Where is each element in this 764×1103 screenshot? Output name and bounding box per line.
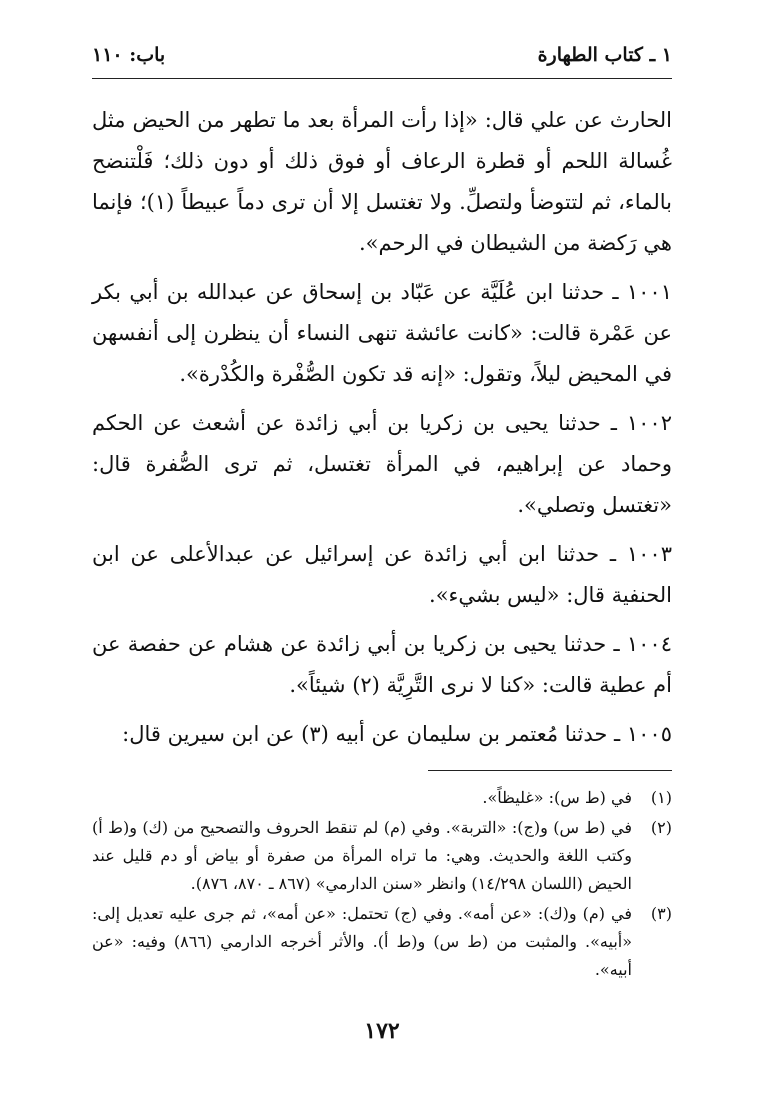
footnote [92, 784, 672, 812]
footnote-divider [428, 770, 672, 771]
book-title: ١ ـ كتاب الطهارة [537, 44, 672, 66]
paragraph: ١٠٠١ ـ حدثنا ابن عُلَيَّة عن عَبّاد بن إسحاق عن عبدالله بن أبي بكر عن عَمْرة قالت: «كانت عائشة تنهى النساء أن ينظرن إلى أنفسهن في المحيض ليلاً، وتقول: «إنه قد تكون الصُّفْرة والكُدْرة». [92, 280, 672, 386]
footnote-number: (٣) [650, 904, 672, 923]
paragraph: ١٠٠٢ ـ حدثنا يحيى بن زكريا بن أبي زائدة عن أشعث عن الحكم وحماد عن إبراهيم، في المرأة تغتسل، ثم ترى الصُّفرة قال: «تغتسل وتصلي». [92, 411, 672, 517]
paragraph: ١٠٠٤ ـ حدثنا يحيى بن زكريا بن أبي زائدة عن هشام عن حفصة عن أم عطية قالت: «كنا لا نرى التَّرِيَّة (٢) شيئاً». [92, 632, 672, 697]
footnote-text: في (ط س) و(ج): «التربة». وفي (م) لم تنقط الحروف والتصحيح من (ك) و(ط أ) وكتب اللغة والحديث. وهي: ما تراه المرأة من صفرة أو بياض أو دم قليل عند الحيض (اللسان ١٤/٢٩٨) وانظر «سنن الدارمي» (٨٦٧ ـ ٨٧٠، ٨٧٦). [92, 818, 632, 893]
footnote [92, 814, 672, 898]
footnote-number: (١) [650, 788, 672, 807]
running-header [92, 44, 672, 74]
page-number: ١٧٢ [364, 1018, 400, 1044]
header-divider [92, 78, 672, 79]
paragraph: ١٠٠٥ ـ حدثنا مُعتمر بن سليمان عن أبيه (٣) عن ابن سيرين قال: [122, 722, 672, 746]
paragraph: ١٠٠٣ ـ حدثنا ابن أبي زائدة عن إسرائيل عن عبدالأعلى عن ابن الحنفية قال: «ليس بشيء». [92, 542, 672, 607]
footnote [92, 900, 672, 984]
footnote-text: في (ط س): «غليظاً». [482, 788, 632, 807]
footnote-text: في (م) و(ك): «عن أمه». وفي (ج) تحتمل: «عن أمه»، ثم جرى عليه تعديل إلى: «أبيه». والمثبت من (ط س) و(ط أ). والأثر أخرجه الدارمي (٨٦٦) وفيه: «عن أبيه». [92, 904, 633, 979]
footnote-number: (٢) [650, 818, 672, 837]
footnotes [92, 784, 672, 986]
paragraph: الحارث عن علي قال: «إذا رأت المرأة بعد ما تطهر من الحيض مثل غُسالة اللحم أو قطرة الرعاف أو فوق ذلك أو دون ذلك؛ فَلْتنضح بالماء، ثم لتتوضأ ولتصلِّ. ولا تغتسل إلا أن ترى دماً عبيطاً (١)؛ فإنما هي رَكضة من الشيطان في الرحم». [92, 108, 672, 255]
chapter-label: باب: ١١٠ [92, 44, 166, 66]
main-text [92, 100, 672, 763]
